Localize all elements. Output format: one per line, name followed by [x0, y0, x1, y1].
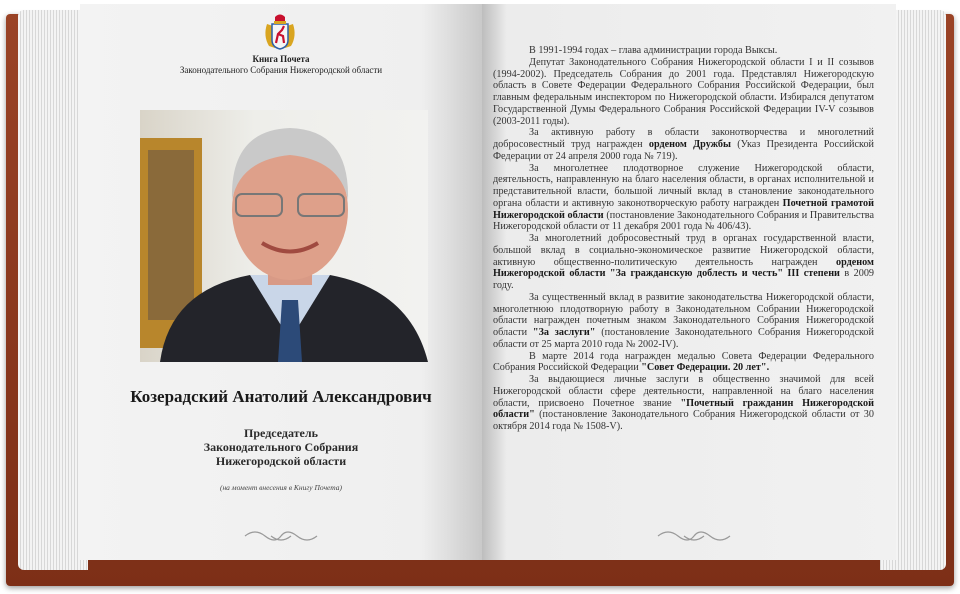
- award-name: "За заслуги": [532, 327, 596, 338]
- biography-text: [493, 45, 874, 433]
- paragraph-text: За активную работу в области законотворчества и многолетний добросовестный труд награжден: [493, 127, 874, 150]
- ornament-icon: [654, 528, 734, 544]
- biography-paragraph: [493, 351, 874, 375]
- paragraph-text: (постановление Законодательного Собрания Нижегородской области от 25 марта 2010 года № 2002-IV).: [493, 327, 874, 350]
- person-name: Козерадский Анатолий Александрович: [130, 387, 432, 406]
- paragraph-text: За существенный вклад в развитие законодательства Нижегородской области, многолетнюю плодотворную работу в Законодательном Собрании Нижегородской области награжден почетным знаком Законодательного Собрания Нижегородской области: [493, 291, 874, 338]
- biography-paragraph: [493, 57, 874, 128]
- position-line: Законодательного Собрания: [203, 440, 359, 454]
- award-name: орденом Дружбы: [648, 139, 731, 150]
- award-name: "Почетный гражданин Нижегородской области": [493, 397, 874, 421]
- paragraph-text: Депутат Законодательного Собрания Нижегородской области I и II созывов (1994-2002). Председатель Собрания до 2001 года. Представлял Нижегородскую область в Совете Федерации Федерального Собрания Российской Федерации, был главным федеральным инспектором по Нижегородской области. Избирался депутатом Государственной Думы Федерального Собрания Российской Федерации IV-V созывов (2003-2011 годы).: [493, 56, 874, 127]
- paragraph-text: (Указ Президента Российской Федерации от 24 апреля 2000 года № 719).: [493, 139, 874, 162]
- award-name: орденом Нижегородской области "За гражданскую доблесть и честь" III степени: [493, 256, 874, 280]
- biography-paragraph: [493, 163, 874, 234]
- portrait-photo: [140, 110, 428, 362]
- paragraph-text: в 2009 году.: [493, 268, 875, 291]
- ornament-icon: [241, 528, 321, 544]
- biography-paragraph: [493, 233, 874, 292]
- biography-paragraph: [493, 374, 874, 433]
- paragraph-text: (постановление Законодательного Собрания Нижегородской области от 30 октября 2014 года № 1508-V).: [493, 409, 874, 432]
- biography-paragraph: [493, 45, 874, 57]
- page-edges-left: [18, 10, 88, 570]
- award-name: Почетной грамотой Нижегородской области: [493, 197, 875, 221]
- paragraph-text: За многолетнее плодотворное служение Нижегородской области, деятельность, направленную на благо населения области, в органах исполнительной и представительной власти, большой личный вклад в становление законодательного органа области и активную законотворческую работу награжден: [493, 162, 874, 209]
- book-title: Книга Почета: [252, 54, 310, 64]
- coat-of-arms-icon: [263, 12, 297, 52]
- entry-note: (на момент внесения в Книгу Почета): [219, 483, 343, 492]
- position-line: Нижегородской области: [215, 454, 347, 468]
- person-position: [80, 426, 482, 468]
- paragraph-text: За выдающиеся личные заслуги в общественно значимой для всей Нижегородской области сфере деятельности, направленной на благо населения области, присвоено Почетное звание: [493, 374, 874, 409]
- book-subtitle: Законодательного Собрания Нижегородской области: [179, 65, 383, 75]
- paragraph-text: В марте 2014 года награжден медалью Совета Федерации Федерального Собрания Российской Федерации: [493, 350, 874, 374]
- biography-paragraph: [493, 127, 874, 162]
- paragraph-text: В 1991-1994 годах – глава администрации города Выксы.: [529, 45, 778, 56]
- paragraph-text: За многолетний добросовестный труд в органах государственной власти, большой вклад в социально-экономическое развитие Нижегородской области, активную общественно-политическую деятельность награжден: [493, 233, 874, 268]
- position-line: Председатель: [244, 426, 318, 440]
- book-header: [80, 54, 482, 76]
- biography-paragraph: [493, 292, 874, 351]
- paragraph-text: (постановление Законодательного Собрания и Правительства Нижегородской области от 11 декабря 2001 года № 406/43).: [493, 209, 875, 233]
- award-name: "Совет Федерации. 20 лет".: [641, 362, 770, 374]
